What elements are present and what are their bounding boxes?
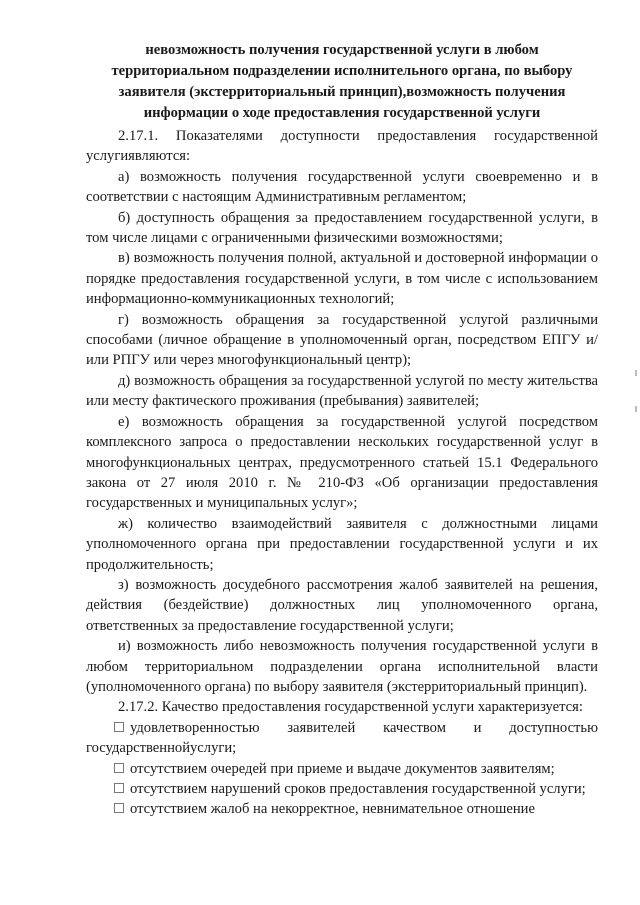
checkbox-icon	[114, 803, 124, 813]
paragraph-v: в) возможность получения полной, актуальной и достоверной информации о порядке предоставления государственной услуги, в том числе с использованием информационно-коммуникационных технологий;	[86, 250, 598, 308]
checkbox-icon	[114, 783, 124, 793]
paragraph-z: з) возможность досудебного рассмотрения жалоб заявителей на решения, действия (бездействие) должностных лиц уполномоченного органа, ответственных за предоставление государственной услуги;	[86, 576, 598, 634]
checkbox-icon	[114, 763, 124, 773]
paragraph-i: и) возможность либо невозможность получения государственной услуги в любом территориальном подразделении органа исполнительной власти (уполномоченного органа) по выбору заявителя (экстерриториальный принцип).	[86, 638, 598, 695]
section-heading: невозможность получения государственной услуги в любом территориальном подразделении исполнительного органа, по выбору заявителя (экстерриториальный принцип),возможность получения информации о ходе предоставления государственной услуги	[111, 42, 573, 121]
bullet-text: отсутствием жалоб на некорректное, невнимательное отношение	[130, 801, 535, 818]
paragraph-d: д) возможность обращения за государственной услугой по месту жительства или месту фактического проживания (пребывания) заявителей;	[86, 372, 598, 410]
paragraph-2-17-1: 2.17.1. Показателями доступности предоставления государственной услугиявляются:	[86, 128, 598, 165]
paragraph-a: а) возможность получения государственной услуги своевременно и в соответствии с настоящим Административным регламентом;	[86, 168, 598, 206]
checkbox-icon	[114, 722, 124, 732]
bullet-text: отсутствием очередей при приеме и выдаче документов заявителям;	[130, 760, 555, 777]
bullet-item-no-deadline-violations	[86, 779, 598, 799]
paragraph-e: е) возможность обращения за государственной услугой посредством комплексного запроса о предоставлении нескольких государственной услуг в многофункциональных центрах, предусмотренного статьей 15.1 Федерального закона от 27 июля 2010 г. № 210-ФЗ «Об организации предоставления государственных и муниципальных услуг»;	[86, 413, 598, 512]
bullet-item-no-complaints	[86, 799, 598, 819]
bullet-item-satisfaction	[86, 718, 598, 759]
paragraph-b: б) доступность обращения за предоставлением государственной услуги, в том числе лицами с ограниченными физическими возможностями;	[86, 209, 598, 247]
bullet-text: отсутствием нарушений сроков предоставления государственной услуги;	[130, 781, 586, 797]
paragraph-g: г) возможность обращения за государственной услугой различными способами (личное обращение в уполномоченный орган, посредством ЕПГУ и/или РПГУ или через многофункциональный центр);	[86, 311, 598, 369]
scan-edge-mark	[635, 370, 637, 376]
bullet-text: удовлетворенностью заявителей качеством и доступностью государственнойуслуги;	[86, 719, 598, 757]
paragraph-2-17-2: 2.17.2. Качество предоставления государственной услуги характеризуется:	[118, 699, 583, 716]
scan-edge-mark	[635, 406, 637, 412]
bullet-item-no-queues	[86, 759, 598, 779]
paragraph-zh: ж) количество взаимодействий заявителя с должностными лицами уполномоченного органа при предоставлении государственной услуги и их продолжительность;	[86, 515, 598, 573]
